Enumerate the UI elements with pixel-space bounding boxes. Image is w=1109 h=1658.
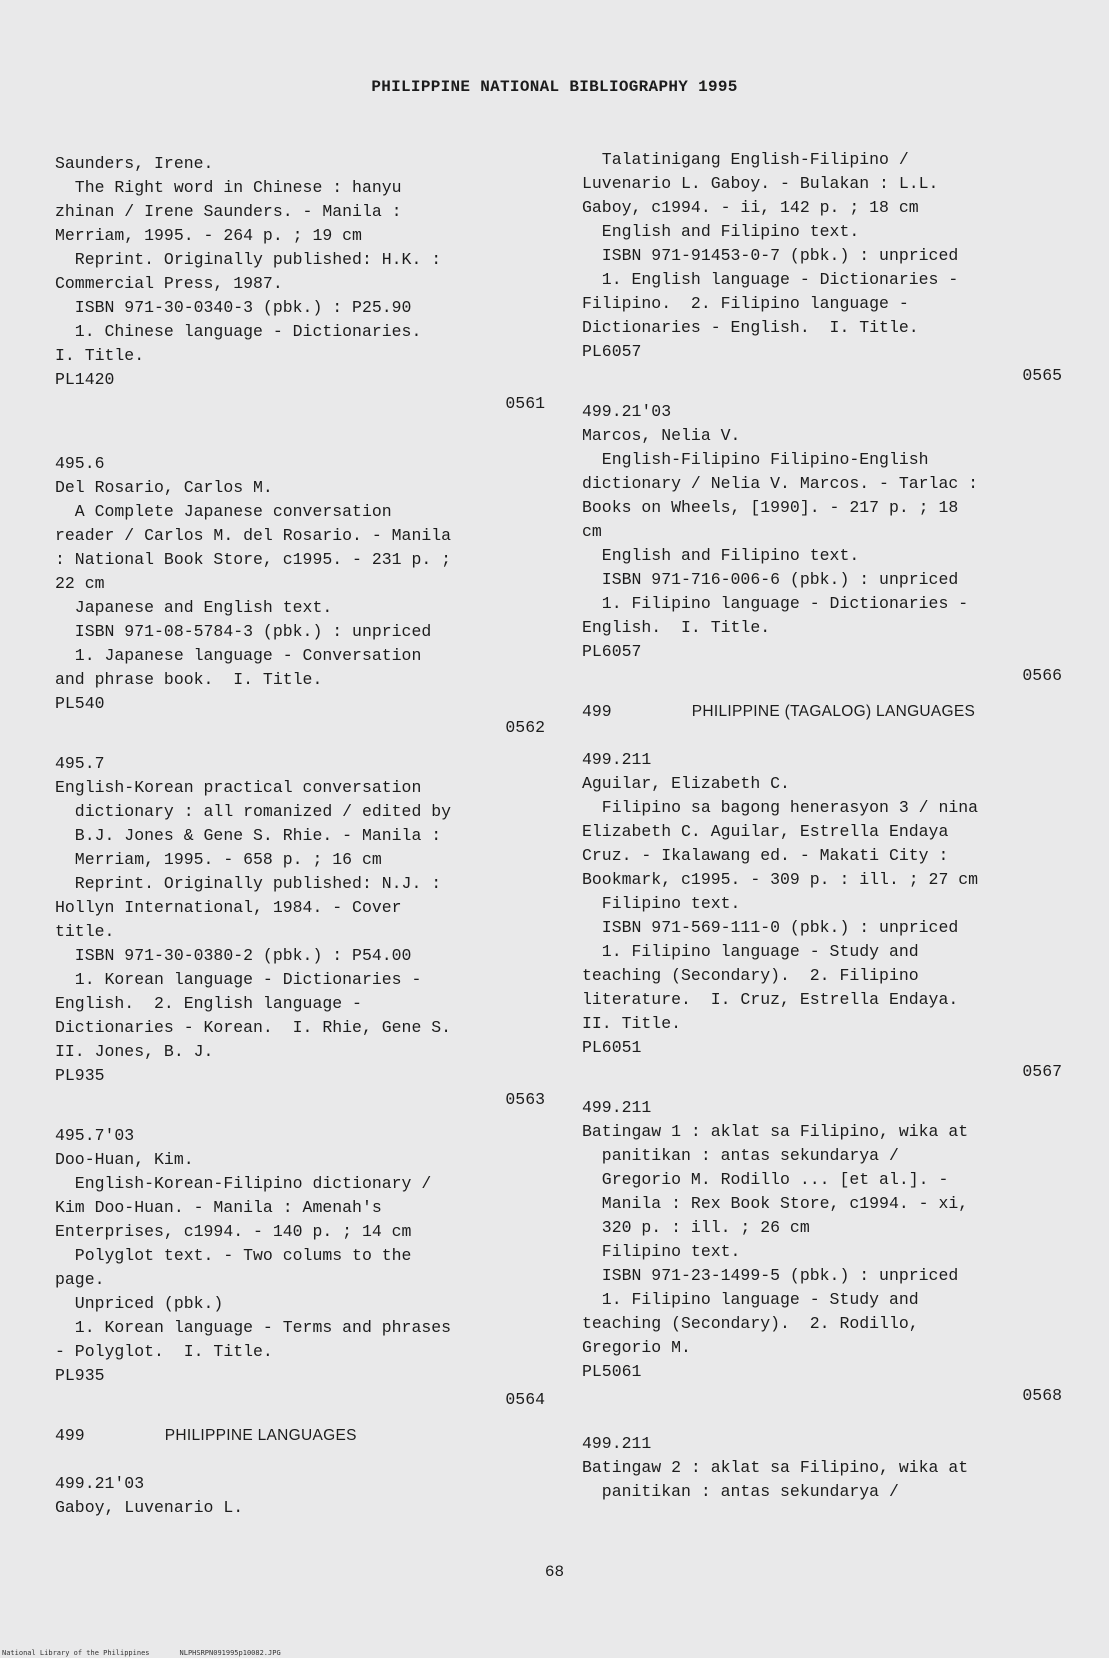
entry-line: 1. English language - Dictionaries - <box>582 270 959 289</box>
entry-line: ISBN 971-30-0380-2 (pbk.) : P54.00 <box>55 946 412 965</box>
entry-line: Batingaw 1 : aklat sa Filipino, wika at <box>582 1122 969 1141</box>
entry-0564 <box>55 1124 545 1412</box>
entry-line: Talatinigang English-Filipino / <box>582 150 909 169</box>
entry-line: Filipino. 2. Filipino language - <box>582 294 909 313</box>
entry-line: Enterprises, c1994. - 140 p. ; 14 cm <box>55 1222 412 1241</box>
entry-line: 1. Chinese language - Dictionaries. <box>55 322 422 341</box>
entry-line: Batingaw 2 : aklat sa Filipino, wika at <box>582 1458 969 1477</box>
entry-line: Del Rosario, Carlos M. <box>55 478 273 497</box>
entry-line: dictionary : all romanized / edited by <box>55 802 452 821</box>
entry-number: 0565 <box>1022 366 1062 385</box>
entry-line: Polyglot text. - Two colums to the <box>55 1246 412 1265</box>
entry-0562 <box>55 452 545 740</box>
section-title: PHILIPPINE LANGUAGES <box>164 1427 357 1444</box>
entry-line: Hollyn International, 1984. - Cover <box>55 898 402 917</box>
entry-line: : National Book Store, c1995. - 231 p. ; <box>55 550 452 569</box>
entry-line: teaching (Secondary). 2. Filipino <box>582 966 919 985</box>
entry-line: - Polyglot. I. Title. <box>55 1342 273 1361</box>
section-heading-philippine-languages <box>55 1424 545 1448</box>
entry-line: Gaboy, Luvenario L. <box>55 1498 244 1517</box>
entry-line: PL540 <box>55 694 105 713</box>
section-title: PHILIPPINE (TAGALOG) LANGUAGES <box>691 703 976 720</box>
entry-line: English and Filipino text. <box>582 222 860 241</box>
entry-line: Saunders, Irene. <box>55 154 214 173</box>
entry-line: panitikan : antas sekundarya / <box>582 1482 899 1501</box>
entry-line: Gregorio M. <box>582 1338 691 1357</box>
entry-number: 0567 <box>1022 1062 1062 1081</box>
entry-line: 1. Filipino language - Dictionaries - <box>582 594 969 613</box>
section-code: 499 <box>582 702 612 721</box>
left-column <box>55 152 545 1520</box>
classification-number: 495.7'03 <box>55 1126 135 1145</box>
entry-line: Dictionaries - Korean. I. Rhie, Gene S. <box>55 1018 452 1037</box>
entry-line: English-Filipino Filipino-English <box>582 450 929 469</box>
entry-line: Marcos, Nelia V. <box>582 426 741 445</box>
entry-line: Merriam, 1995. - 658 p. ; 16 cm <box>55 850 382 869</box>
entry-line: ISBN 971-08-5784-3 (pbk.) : unpriced <box>55 622 432 641</box>
entry-line: panitikan : antas sekundarya / <box>582 1146 899 1165</box>
entry-line: Cruz. - Ikalawang ed. - Makati City : <box>582 846 949 865</box>
entry-line: Filipino text. <box>582 1242 741 1261</box>
entry-line: Books on Wheels, [1990]. - 217 p. ; 18 <box>582 498 959 517</box>
entry-line: English and Filipino text. <box>582 546 860 565</box>
entry-line: ISBN 971-23-1499-5 (pbk.) : unpriced <box>582 1266 959 1285</box>
entry-number: 0566 <box>1022 666 1062 685</box>
entry-line: ISBN 971-91453-0-7 (pbk.) : unpriced <box>582 246 959 265</box>
page-title: PHILIPPINE NATIONAL BIBLIOGRAPHY 1995 <box>371 78 738 96</box>
entry-line: Kim Doo-Huan. - Manila : Amenah's <box>55 1198 382 1217</box>
entry-line: I. Title. <box>55 346 145 365</box>
entry-0569-start <box>582 1432 1062 1504</box>
entry-line: Dictionaries - English. I. Title. <box>582 318 919 337</box>
entry-line: zhinan / Irene Saunders. - Manila : <box>55 202 402 221</box>
classification-number: 499.21'03 <box>582 402 672 421</box>
classification-number: 499.211 <box>582 1098 652 1117</box>
entry-line: Gregorio M. Rodillo ... [et al.]. - <box>582 1170 949 1189</box>
right-column <box>582 148 1062 1504</box>
entry-line: II. Title. <box>582 1014 682 1033</box>
entry-0565-start <box>55 1472 545 1520</box>
entry-line: literature. I. Cruz, Estrella Endaya. <box>582 990 959 1009</box>
entry-line: Unpriced (pbk.) <box>55 1294 224 1313</box>
entry-number: 0562 <box>505 718 545 737</box>
entry-line: English. I. Title. <box>582 618 771 637</box>
entry-line: dictionary / Nelia V. Marcos. - Tarlac : <box>582 474 979 493</box>
entry-0567 <box>582 748 1062 1084</box>
entry-line: Filipino text. <box>582 894 741 913</box>
entry-line: Manila : Rex Book Store, c1994. - xi, <box>582 1194 969 1213</box>
entry-line: Bookmark, c1995. - 309 p. : ill. ; 27 cm <box>582 870 979 889</box>
entry-line: English-Korean-Filipino dictionary / <box>55 1174 432 1193</box>
page-number: 68 <box>544 1563 565 1581</box>
entry-line: ISBN 971-716-006-6 (pbk.) : unpriced <box>582 570 959 589</box>
entry-line: The Right word in Chinese : hanyu <box>55 178 402 197</box>
classification-number: 499.211 <box>582 1434 652 1453</box>
entry-line: A Complete Japanese conversation <box>55 502 392 521</box>
entry-0565-cont <box>582 148 1062 388</box>
entry-line: Luvenario L. Gaboy. - Bulakan : L.L. <box>582 174 939 193</box>
entry-0568 <box>582 1096 1062 1408</box>
entry-line: II. Jones, B. J. <box>55 1042 214 1061</box>
entry-line: PL935 <box>55 1066 105 1085</box>
entry-line: reader / Carlos M. del Rosario. - Manila <box>55 526 452 545</box>
entry-number: 0561 <box>505 394 545 413</box>
entry-line: cm <box>582 522 602 541</box>
entry-line: Aguilar, Elizabeth C. <box>582 774 790 793</box>
entry-0566 <box>582 400 1062 688</box>
classification-number: 495.7 <box>55 754 105 773</box>
section-heading-tagalog-languages <box>582 700 1062 724</box>
entry-line: PL6051 <box>582 1038 642 1057</box>
entry-0563 <box>55 752 545 1112</box>
entry-line: ISBN 971-569-111-0 (pbk.) : unpriced <box>582 918 959 937</box>
entry-line: Filipino sa bagong henerasyon 3 / nina <box>582 798 979 817</box>
entry-line: PL935 <box>55 1366 105 1385</box>
classification-number: 495.6 <box>55 454 105 473</box>
entry-line: page. <box>55 1270 105 1289</box>
entry-line: 1. Filipino language - Study and <box>582 1290 919 1309</box>
entry-line: 320 p. : ill. ; 26 cm <box>582 1218 810 1237</box>
entry-number: 0563 <box>505 1090 545 1109</box>
entry-line: English-Korean practical conversation <box>55 778 422 797</box>
entry-line: Doo-Huan, Kim. <box>55 1150 194 1169</box>
entry-line: ISBN 971-30-0340-3 (pbk.) : P25.90 <box>55 298 412 317</box>
entry-line: PL1420 <box>55 370 115 389</box>
entry-line: 1. Korean language - Dictionaries - <box>55 970 422 989</box>
entry-line: Gaboy, c1994. - ii, 142 p. ; 18 cm <box>582 198 919 217</box>
entry-line: Merriam, 1995. - 264 p. ; 19 cm <box>55 226 362 245</box>
entry-line: PL6057 <box>582 642 642 661</box>
entry-line: B.J. Jones & Gene S. Rhie. - Manila : <box>55 826 442 845</box>
entry-number: 0564 <box>505 1390 545 1409</box>
entry-line: Japanese and English text. <box>55 598 333 617</box>
entry-0561 <box>55 152 545 416</box>
entry-line: 22 cm <box>55 574 105 593</box>
entry-line: PL5061 <box>582 1362 642 1381</box>
footer-filename: NLPHSRPN091995p10082.JPG <box>179 1649 281 1657</box>
footer-library: National Library of the Philippines <box>2 1649 150 1657</box>
classification-number: 499.211 <box>582 750 652 769</box>
classification-number: 499.21'03 <box>55 1474 145 1493</box>
entry-line: Reprint. Originally published: N.J. : <box>55 874 442 893</box>
entry-line: Commercial Press, 1987. <box>55 274 283 293</box>
entry-line: Reprint. Originally published: H.K. : <box>55 250 442 269</box>
entry-line: 1. Filipino language - Study and <box>582 942 919 961</box>
entry-line: 1. Korean language - Terms and phrases <box>55 1318 452 1337</box>
entry-line: English. 2. English language - <box>55 994 362 1013</box>
section-code: 499 <box>55 1426 85 1445</box>
entry-line: title. <box>55 922 115 941</box>
entry-line: and phrase book. I. Title. <box>55 670 323 689</box>
entry-line: 1. Japanese language - Conversation <box>55 646 422 665</box>
entry-line: Elizabeth C. Aguilar, Estrella Endaya <box>582 822 949 841</box>
entry-number: 0568 <box>1022 1386 1062 1405</box>
entry-line: teaching (Secondary). 2. Rodillo, <box>582 1314 919 1333</box>
entry-line: PL6057 <box>582 342 642 361</box>
scan-footer <box>2 1649 281 1657</box>
